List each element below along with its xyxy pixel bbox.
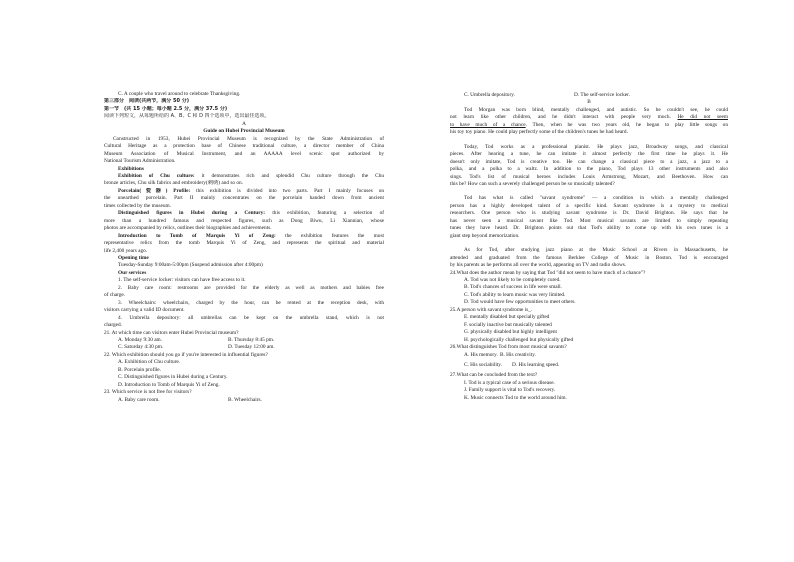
- paragraph-line: [104, 188, 384, 195]
- option[interactable]: A. Tod was not likely to be completely cured.: [464, 276, 561, 283]
- question-stem: 24.What does the author mean by saying that Tod "did not seem to have much of a chance"?: [450, 269, 646, 276]
- option[interactable]: B. Wheelchairs.: [228, 396, 262, 403]
- question-stem: 22. Which exhibition should you go if you're interested in influential figures?: [104, 351, 268, 358]
- option[interactable]: E. mentally disabled but specially gifted: [464, 314, 550, 321]
- paragraph-line: [104, 173, 384, 180]
- paragraph-line: Today, Tod works as a professional pianist. He plays jazz, Broadway songs, and classical: [464, 143, 728, 150]
- option[interactable]: B. His creativity.: [500, 351, 536, 358]
- spacer: [450, 240, 728, 247]
- option-row: [450, 92, 728, 99]
- exhibit-label: Introduction to Tomb of Marquis Yi of Zeng:: [118, 232, 276, 239]
- spacer: [450, 137, 728, 144]
- option[interactable]: D. Tuesday 12:00 am.: [228, 344, 275, 351]
- question-stem: 26.What distinguishes Tod from most musical savants?: [450, 344, 567, 351]
- option[interactable]: C. His sociability.: [464, 361, 502, 368]
- option[interactable]: K. Music connects Tod to the world around him.: [464, 394, 567, 401]
- instruction: 阅读下列短文，从每题所给的 A、B、C 和 D 四个选项中，选出最佳选项。: [104, 113, 270, 120]
- paragraph-line: Constructed in 1953, Hubei Provincial Museum is recognized by the State Administration of: [113, 135, 384, 142]
- option[interactable]: F. socially inactive but musically talented: [464, 321, 552, 328]
- part-heading: 第三部分 阅读(共两节，满分 50 分): [104, 98, 190, 105]
- paragraph-line: of charge.: [104, 292, 126, 299]
- option-row: [104, 344, 384, 351]
- paragraph-line: 2. Baby care room: restrooms are provided for the elderly as well as mothers and babies free: [118, 284, 384, 291]
- paragraph-line: life 2,400 years ago.: [104, 247, 148, 254]
- exhibit-label: Exhibition of Chu culture:: [118, 172, 195, 179]
- paragraph-line: by his parents as he performs all over the world, appearing on TV and radio shows.: [450, 262, 627, 269]
- exhibit-text: the exhibition features the most: [285, 232, 384, 239]
- paragraph-line: person has a highly developed talent of a specific kind. Savant syndrome is a mystery to medical: [450, 202, 728, 209]
- option[interactable]: D. His learning speed.: [512, 361, 560, 368]
- paragraph-line: Tod has what is called "savant syndrome" — a condition in which a mentally challenged: [464, 195, 728, 202]
- paragraph-line: charged.: [104, 322, 122, 329]
- section-label: Our services: [118, 269, 147, 276]
- paragraph-line: attended and graduated from the famous Berklee College of Music in Boston. Tod is encouraged: [450, 254, 728, 261]
- option[interactable]: D. Introduction to Tomb of Marquis Yi of Zeng.: [118, 381, 220, 388]
- option[interactable]: A. Baby care room.: [118, 396, 160, 403]
- paragraph-line: photos are accompanied by relics, outlines their biographies and achievements.: [104, 225, 272, 232]
- option[interactable]: B. Porcelain profile.: [118, 366, 161, 373]
- underlined-phrase: He did not seem: [677, 114, 728, 121]
- option[interactable]: D. Tod would have few opportunities to meet others.: [464, 299, 576, 306]
- exhibit-text: this exhibition, featuring a selection of: [272, 210, 384, 217]
- passage-title: Guide on Hubei Provincial Museum: [203, 128, 285, 135]
- paragraph-line: Tod Morgan was born blind, mentally challenged, and autistic. So he couldn't see, he could: [464, 106, 728, 113]
- option-row: [450, 352, 728, 359]
- paragraph-line: sings. Tod's list of musical heroes includes Louis Armstrong, Mozart, and Beethoven. How can: [450, 173, 728, 180]
- paragraph-line: giant step beyond memorization.: [450, 232, 520, 239]
- underlined-phrase: to have much of a chance: [450, 121, 526, 128]
- right-column: [450, 92, 728, 402]
- option[interactable]: A. Monday 9:30 am.: [118, 336, 162, 343]
- option[interactable]: A. Exhibition of Chu culture.: [118, 359, 181, 366]
- paragraph-line: Tuesday-Sunday 9:00am-5:00pm (Suspend admission after 4:00pm): [118, 262, 263, 269]
- option[interactable]: B. Thursday 8:45 pm.: [228, 336, 275, 343]
- question-stem: 27.What can be concluded from the text?: [450, 372, 538, 379]
- paragraph-line: Cultural Heritage as a protection base of Chinese traditional culture, a director member of China: [104, 143, 384, 150]
- option[interactable]: C. Distinguished figures in Hubei during a Century.: [118, 374, 228, 381]
- paragraph-line: tunes they have heard. Dr. Brighton points out that Tod's ability to come up with his own tunes is a: [450, 225, 728, 232]
- option-row: [104, 337, 384, 344]
- option[interactable]: C. Umbrella depository.: [464, 92, 515, 98]
- paragraph-line: the unearthed porcelain. Part II mainly concentrates on the porcelain handed down from ancient: [104, 195, 384, 202]
- option[interactable]: C. Tod's ability to learn music was very limited.: [464, 291, 566, 298]
- exhibit-label: Porcelain(瓷器) Profile:: [118, 187, 191, 194]
- paragraph-line: not learn like other children, and he didn't interact with people very much. He did not seem: [450, 114, 728, 121]
- left-column: [104, 91, 384, 404]
- exhibit-text: this exhibition is divided into two parts. Part I mainly focuses on: [196, 187, 384, 194]
- paragraph-line: [104, 210, 384, 217]
- option[interactable]: I. Tod is a typical case of a serious disease.: [464, 379, 555, 386]
- exhibit-text: it demonstrates rich and splendid Chu culture through the Chu: [201, 172, 384, 179]
- exhibit-label: Distinguished figures in Hubei during a Century:: [118, 210, 266, 217]
- paragraph-line: As for Tod, after studying jazz piano at the Music School at Rivers in Massachusetts, he: [464, 247, 728, 254]
- paragraph-line: times collected by the museum.: [104, 202, 171, 209]
- section-label: Opening time: [118, 254, 149, 261]
- paragraph-line: representative relics from the tomb Marquis Yi of Zeng, and represents the spiritual and material: [104, 240, 384, 247]
- paragraph-line: visitors carrying a valid ID document.: [104, 307, 185, 314]
- paragraph-line: researchers. One person who is studying savant syndrome is Dr. David Brighton. He says that he: [450, 210, 728, 217]
- option-row: [104, 397, 384, 404]
- paragraph-line: 1. The self-service locker: visitors can have free access to it.: [118, 277, 246, 284]
- paragraph-line: bronze articles, Chu silk fabrics and embroidery(刺绣) and so on.: [104, 180, 244, 187]
- section-heading: 第一节 (共 15 小题；每小题 2.5 分，满分 37.5 分): [104, 105, 228, 112]
- question-stem: 25.A person with savant syndrome is_.: [450, 306, 533, 313]
- paragraph-line: 4. Umbrella depository: all umbrellas can be kept on the umbrella stand, which is not: [118, 314, 384, 321]
- option-row: [450, 362, 728, 369]
- option[interactable]: G. physically disabled but highly intelligent: [464, 329, 557, 336]
- option-line: C. A couple who travel around to celebrate Thanksgiving.: [118, 91, 241, 97]
- option[interactable]: D. The self-service locker.: [574, 92, 630, 98]
- paragraph-line: has never seen a musical savant like Tod. Most musical savants are limited to simply repeating: [450, 217, 728, 224]
- paragraph-line: more than a hundred famous and respected figures, such as Dong Biwu, Li Xiannian, whose: [104, 217, 384, 224]
- option[interactable]: H. psychologically challenged but physically gifted: [464, 336, 574, 343]
- passage-letter: B: [587, 99, 591, 106]
- option[interactable]: J. Family support is vital to Tod's recovery.: [464, 387, 556, 394]
- passage-letter: A: [242, 120, 246, 127]
- paragraph-line: his toy toy piano. He could play perfectly some of the children's tunes he had heard.: [450, 129, 628, 136]
- option[interactable]: B. Tod's chances of success in life were small.: [464, 284, 562, 291]
- paragraph-line: Museum Association of Musical Instrument, and an AAAAA level scenic spot authorized by: [104, 150, 384, 157]
- paragraph-line: 3. Wheelchairs: wheelchairs, charged by the hour, can be rented at the reception desk, with: [118, 299, 384, 306]
- paragraph-line: this be? How can such a severely challenged person be so musically talented?: [450, 180, 615, 187]
- question-stem: 23. Which service is not free for visitors?: [104, 389, 192, 396]
- paragraph-line: National Tourism Administration.: [104, 158, 176, 165]
- option[interactable]: C. Saturday 4:30 pm.: [118, 344, 164, 351]
- paragraph-line: [104, 233, 384, 240]
- paragraph-line: polka, and a polka to a waltz. In addition to the piano, Tod plays 13 other instruments and also: [450, 166, 728, 173]
- option[interactable]: A. His memory.: [464, 351, 498, 358]
- paragraph-line: to have much of a chance. Then, when he was two years old, he began to play little songs on: [450, 121, 728, 128]
- spacer: [450, 188, 728, 195]
- section-label: Exhibitions: [118, 165, 144, 172]
- paragraph-line: pieces. After hearing a tune, he can imitate it almost perfectly the first time he plays it. He: [450, 151, 728, 158]
- paragraph-line: doesn't only imitate, Tod is creative too. He can change a classical piece to a jazz, a jazz to a: [450, 158, 728, 165]
- question-stem: 21. At which time can visitors enter Hubei Provincial museum?: [104, 329, 239, 336]
